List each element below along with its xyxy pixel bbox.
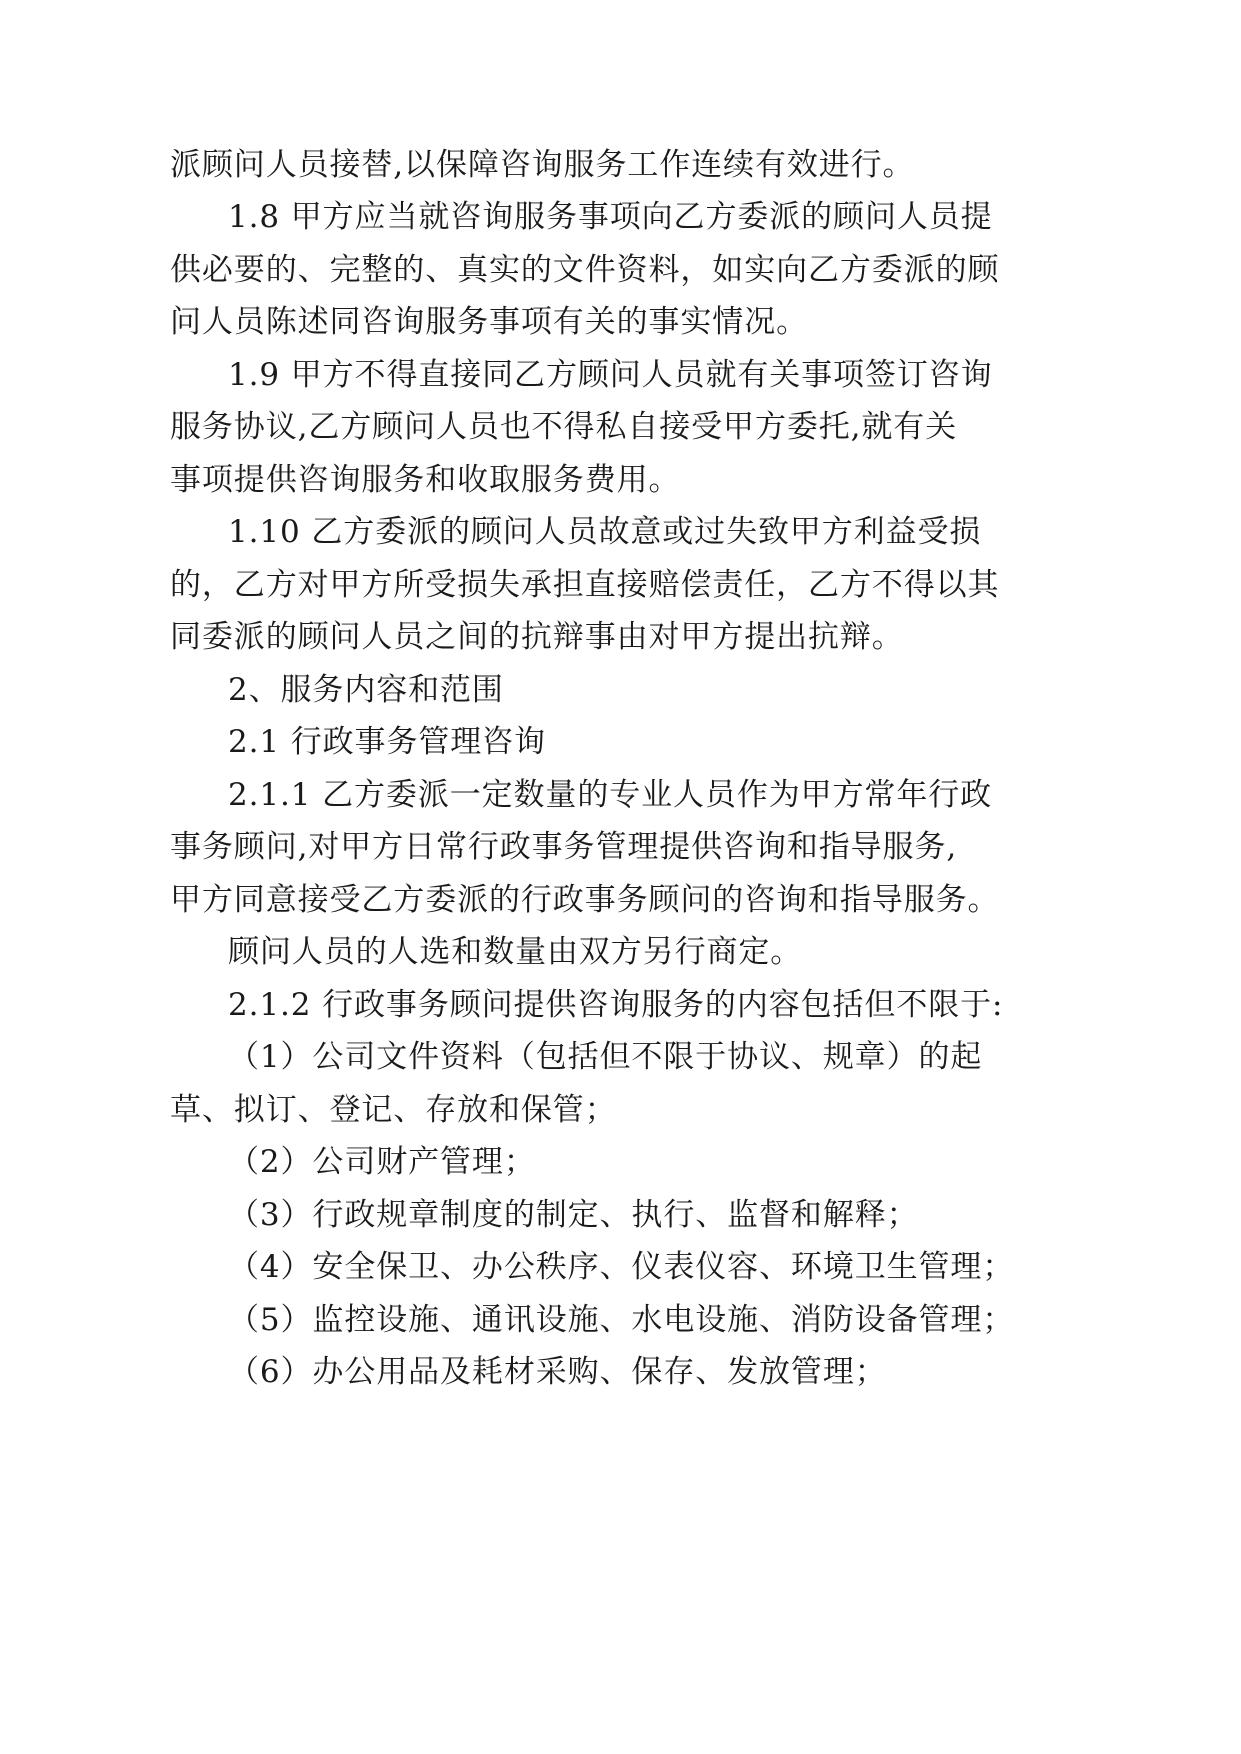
text-line-6: 服务协议,乙方顾问人员也不得私自接受甲方委托,就有关: [170, 409, 958, 445]
text-line-3: 供必要的、完整的、真实的文件资料，如实向乙方委派的顾: [170, 252, 1000, 288]
list-item-2: （2）公司财产管理；: [228, 1144, 536, 1180]
text-line-17: 2.1.2 行政事务顾问提供咨询服务的内容包括但不限于:: [228, 987, 1004, 1023]
list-item-5: （5）监控设施、通讯设施、水电设施、消防设备管理；: [228, 1302, 1015, 1338]
text-line-5: 1.9 甲方不得直接同乙方顾问人员就有关事项签订咨询: [228, 357, 993, 393]
list-item-3: （3）行政规章制度的制定、执行、监督和解释；: [228, 1197, 919, 1233]
list-item-1-continued: 草、拟订、登记、存放和保管；: [170, 1092, 617, 1128]
text-line-13: 2.1.1 乙方委派一定数量的专业人员作为甲方常年行政: [228, 777, 993, 813]
text-line-15: 甲方同意接受乙方委派的行政事务顾问的咨询和指导服务。: [170, 882, 1000, 918]
section-heading: 2、服务内容和范围: [228, 672, 504, 708]
list-item-6: （6）办公用品及耗材采购、保存、发放管理；: [228, 1354, 887, 1390]
text-line-9: 的，乙方对甲方所受损失承担直接赔偿责任，乙方不得以其: [170, 567, 1000, 603]
text-line-1: 派顾问人员接替,以保障咨询服务工作连续有效进行。: [170, 147, 915, 183]
text-line-14: 事务顾问,对甲方日常行政事务管理提供咨询和指导服务,: [170, 829, 958, 865]
list-item-4: （4）安全保卫、办公秩序、仪表仪容、环境卫生管理；: [228, 1249, 1015, 1285]
text-line-16: 顾问人员的人选和数量由双方另行商定。: [228, 934, 803, 970]
list-item-1: （1）公司文件资料（包括但不限于协议、规章）的起: [228, 1039, 983, 1075]
subsection-heading: 2.1 行政事务管理咨询: [228, 724, 546, 760]
text-line-10: 同委派的顾问人员之间的抗辩事由对甲方提出抗辩。: [170, 619, 904, 655]
text-line-8: 1.10 乙方委派的顾问人员故意或过失致甲方利益受损: [228, 514, 982, 550]
text-line-7: 事项提供咨询服务和收取服务费用。: [170, 462, 681, 498]
text-line-4: 问人员陈述同咨询服务事项有关的事实情况。: [170, 304, 808, 340]
text-line-2: 1.8 甲方应当就咨询服务事项向乙方委派的顾问人员提: [228, 199, 993, 235]
